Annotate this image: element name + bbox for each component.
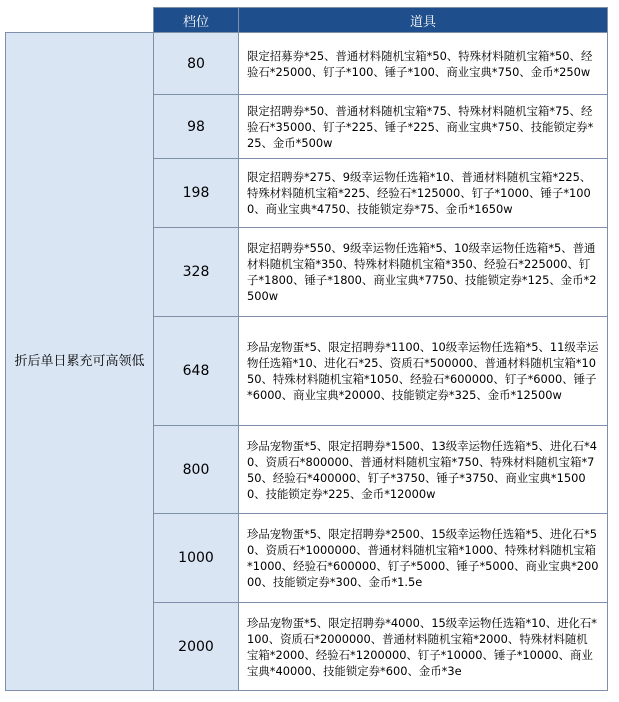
items-cell: 珍品宠物蛋*5、限定招聘券*1500、13级幸运物任选箱*5、进化石*40、资质石*800000、普通材料随机宝箱*750、特殊材料随机宝箱*750、经验石*400000、钉子*3750、锤子*3750、商业宝典*15000、技能锁定券*225、金币*12000w	[239, 426, 608, 514]
items-cell: 限定招聘券*275、9级幸运物任选箱*10、普通材料随机宝箱*225、特殊材料随机宝箱*225、经验石*125000、钉子*1000、锤子*1000、商业宝典*4750、技能锁定券*75、金币*1650w	[239, 159, 608, 228]
header-items: 道具	[239, 8, 608, 33]
tier-cell: 648	[154, 317, 239, 426]
header-blank-cell	[6, 8, 154, 33]
header-tier: 档位	[154, 8, 239, 33]
reward-tier-table	[5, 7, 608, 691]
tier-cell: 98	[154, 95, 239, 159]
items-cell: 珍品宠物蛋*5、限定招聘券*4000、15级幸运物任选箱*10、进化石*100、资质石*2000000、普通材料随机宝箱*2000、特殊材料随机宝箱*2000、经验石*1200000、钉子*10000、锤子*10000、商业宝典*40000、技能锁定券*600、金币*3e	[239, 603, 608, 691]
items-cell: 珍品宠物蛋*5、限定招聘券*1100、10级幸运物任选箱*5、11级幸运物任选箱*10、进化石*25、资质石*500000、普通材料随机宝箱*1050、特殊材料随机宝箱*1050、经验石*600000、钉子*6000、锤子*6000、商业宝典*20000、技能锁定券*325、金币*12500w	[239, 317, 608, 426]
table-header-row	[6, 8, 608, 33]
items-cell: 限定招聘券*50、普通材料随机宝箱*75、特殊材料随机宝箱*75、经验石*35000、钉子*225、锤子*225、商业宝典*750、技能锁定券*25、金币*500w	[239, 95, 608, 159]
tier-cell: 198	[154, 159, 239, 228]
tier-cell: 328	[154, 228, 239, 317]
tier-cell: 80	[154, 33, 239, 95]
tier-cell: 1000	[154, 514, 239, 603]
category-cell: 折后单日累充可高领低	[6, 33, 154, 691]
tier-cell: 800	[154, 426, 239, 514]
items-cell: 限定招募券*25、普通材料随机宝箱*50、特殊材料随机宝箱*50、经验石*25000、钉子*100、锤子*100、商业宝典*750、金币*250w	[239, 33, 608, 95]
table-row	[6, 33, 608, 95]
items-cell: 限定招聘券*550、9级幸运物任选箱*5、10级幸运物任选箱*5、普通材料随机宝箱*350、特殊材料随机宝箱*350、经验石*225000、钉子*1800、锤子*1800、商业宝典*7750、技能锁定券*125、金币*2500w	[239, 228, 608, 317]
items-cell: 珍品宠物蛋*5、限定招聘券*2500、15级幸运物任选箱*5、进化石*50、资质石*1000000、普通材料随机宝箱*1000、特殊材料随机宝箱*1000、经验石*600000、钉子*5000、锤子*5000、商业宝典*20000、技能锁定券*300、金币*1.5e	[239, 514, 608, 603]
tier-cell: 2000	[154, 603, 239, 691]
